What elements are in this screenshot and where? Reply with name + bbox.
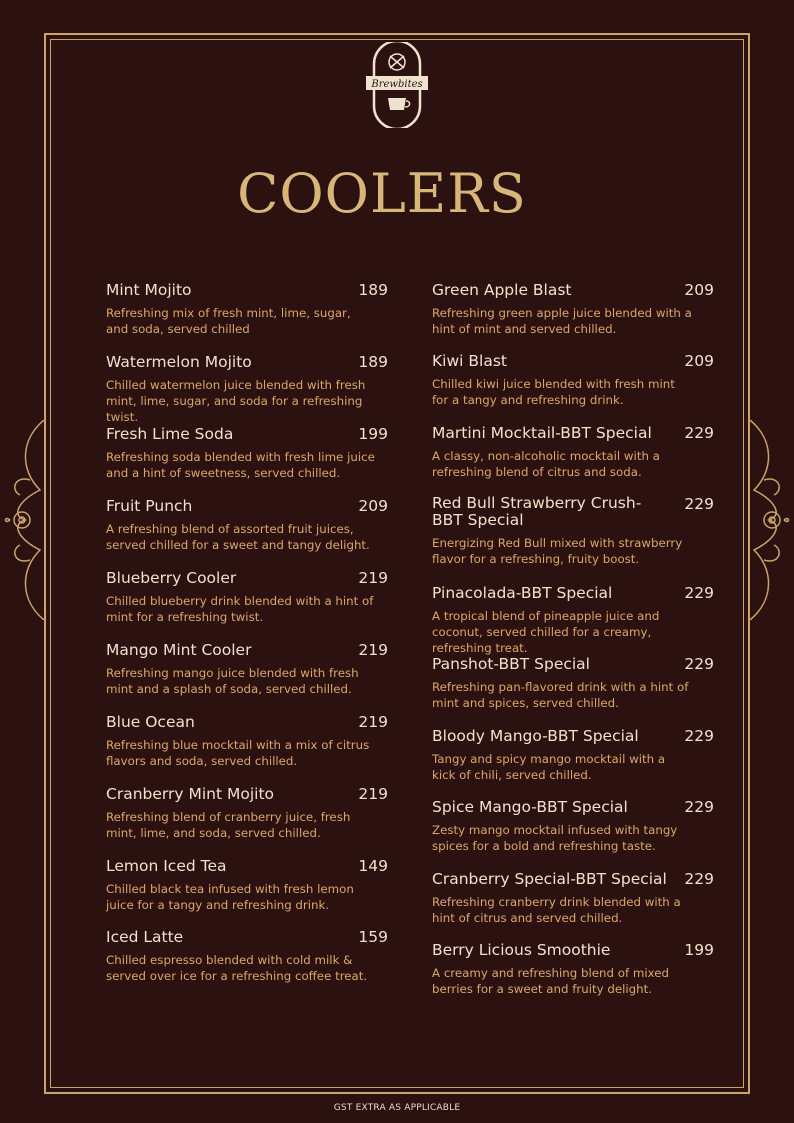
item-name: Lemon Iced Tea [106, 857, 227, 875]
item-description: Refreshing pan-flavored drink with a hint of mint and spices, served chilled. [432, 680, 689, 710]
item-price: 219 [358, 641, 388, 659]
item-price: 229 [684, 798, 714, 816]
item-price: 229 [684, 495, 714, 513]
item-description: Zesty mango mocktail infused with tangy spices for a bold and refreshing taste. [432, 823, 678, 853]
item-description: Chilled espresso blended with cold milk & served over ice for a refreshing coffee treat. [106, 953, 368, 983]
item-description: A tropical blend of pineapple juice and coconut, served chilled for a creamy, refreshing treat. [432, 609, 660, 655]
item-name: Watermelon Mojito [106, 353, 252, 371]
tax-note: GST EXTRA AS APPLICABLE [333, 1103, 461, 1113]
item-name: Mint Mojito [106, 281, 192, 299]
item-description: Chilled blueberry drink blended with a hint of mint for a refreshing twist. [106, 594, 374, 624]
item-name: Green Apple Blast [432, 281, 572, 299]
item-price: 229 [684, 584, 714, 602]
item-price: 229 [684, 424, 714, 442]
item-name: Iced Latte [106, 928, 184, 946]
item-price: 219 [358, 785, 388, 803]
item-price: 229 [684, 870, 714, 888]
item-name: Kiwi Blast [432, 352, 507, 370]
item-name: Red Bull Strawberry Crush- BBT Special [432, 494, 642, 529]
item-description: Chilled kiwi juice blended with fresh mint for a tangy and refreshing drink. [432, 377, 675, 407]
item-name: Martini Mocktail-BBT Special [432, 424, 652, 442]
item-description: Refreshing mango juice blended with fresh mint and a splash of soda, served chilled. [106, 666, 359, 696]
item-name: Blueberry Cooler [106, 569, 237, 587]
item-price: 229 [684, 727, 714, 745]
right-ornament [744, 420, 794, 620]
item-price: 209 [684, 281, 714, 299]
item-name: Mango Mint Cooler [106, 641, 252, 659]
item-price: 189 [358, 281, 388, 299]
item-description: Chilled black tea infused with fresh lemon juice for a tangy and refreshing drink. [106, 882, 354, 912]
item-price: 159 [358, 928, 388, 946]
item-description: Refreshing blend of cranberry juice, fresh mint, lime, and soda, served chilled. [106, 810, 351, 840]
item-description: Tangy and spicy mango mocktail with a kick of chili, served chilled. [432, 752, 666, 782]
item-description: Refreshing soda blended with fresh lime juice and a hint of sweetness, served chilled. [106, 450, 375, 480]
item-price: 199 [684, 941, 714, 959]
item-description: Refreshing cranberry drink blended with a hint of citrus and served chilled. [432, 895, 681, 925]
item-price: 219 [358, 713, 388, 731]
item-name: Panshot-BBT Special [432, 655, 590, 673]
brand-logo [366, 42, 428, 128]
item-description: Chilled watermelon juice blended with fresh mint, lime, sugar, and soda for a refreshing twist. [106, 378, 366, 424]
item-price: 189 [358, 353, 388, 371]
item-price: 209 [684, 352, 714, 370]
item-price: 219 [358, 569, 388, 587]
item-name: Cranberry Special-BBT Special [432, 870, 667, 888]
item-price: 229 [684, 655, 714, 673]
item-price: 149 [358, 857, 388, 875]
item-description: A creamy and refreshing blend of mixed berries for a sweet and fruity delight. [432, 966, 670, 996]
item-price: 209 [358, 497, 388, 515]
item-description: Energizing Red Bull mixed with strawberry flavor for a refreshing, fruity boost. [432, 536, 683, 566]
item-name: Cranberry Mint Mojito [106, 785, 275, 803]
item-name: Pinacolada-BBT Special [432, 584, 613, 602]
svg-text:Brewbites: Brewbites [371, 79, 423, 90]
item-name: Spice Mango-BBT Special [432, 798, 628, 816]
item-description: Refreshing mix of fresh mint, lime, sugar, and soda, served chilled [106, 306, 351, 336]
item-price: 199 [358, 425, 388, 443]
item-name: Blue Ocean [106, 713, 195, 731]
item-description: A refreshing blend of assorted fruit juices, served chilled for a sweet and tangy delight. [106, 522, 370, 552]
item-description: Refreshing blue mocktail with a mix of citrus flavors and soda, served chilled. [106, 738, 370, 768]
item-description: A classy, non-alcoholic mocktail with a refreshing blend of citrus and soda. [432, 449, 660, 479]
item-name: Fresh Lime Soda [106, 425, 234, 443]
item-name: Fruit Punch [106, 497, 193, 515]
item-name: Bloody Mango-BBT Special [432, 727, 639, 745]
page-title: COOLERS [237, 162, 527, 225]
left-ornament [0, 420, 50, 620]
item-name: Berry Licious Smoothie [432, 941, 611, 959]
item-description: Refreshing green apple juice blended with a hint of mint and served chilled. [432, 306, 692, 336]
